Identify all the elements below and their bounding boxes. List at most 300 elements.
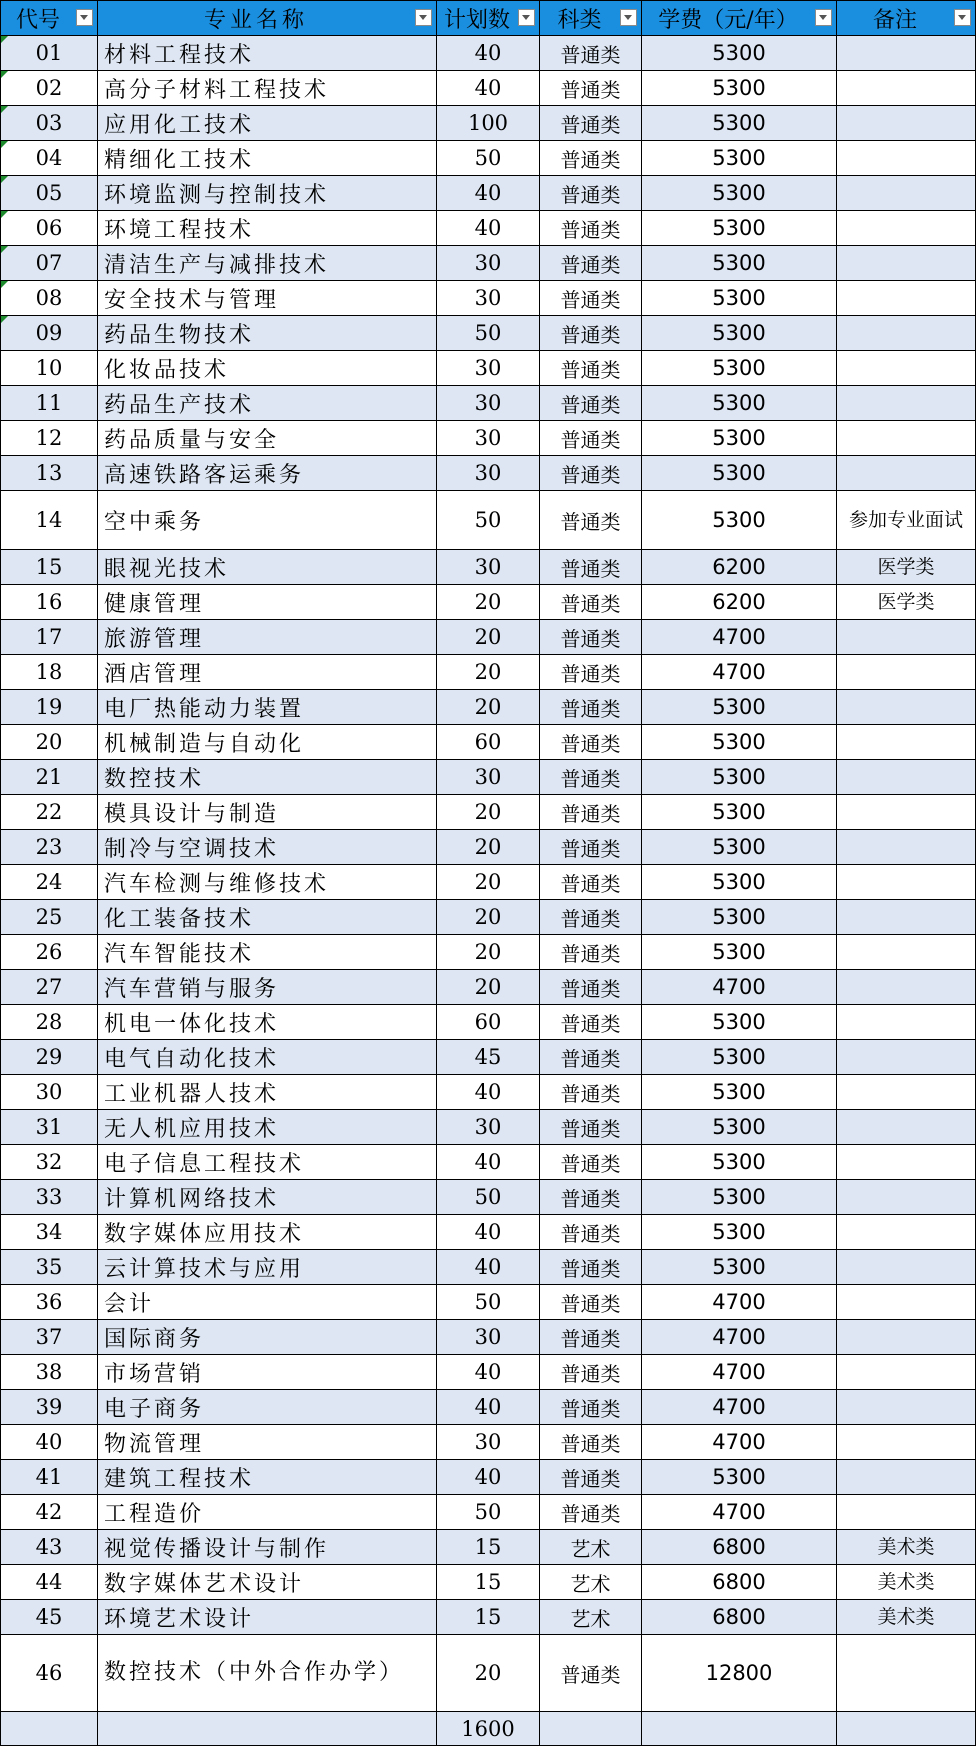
fee-cell-text: 5300 [712,216,766,240]
name-cell[interactable] [98,1110,437,1145]
name-cell[interactable] [98,71,437,106]
code-cell[interactable] [1,655,98,690]
category-cell[interactable] [540,106,642,141]
name-cell[interactable] [98,491,437,550]
name-cell[interactable] [98,421,437,456]
category-cell[interactable] [540,900,642,935]
category-cell[interactable] [540,1530,642,1565]
note-cell[interactable] [837,281,976,316]
fee-cell[interactable] [642,1565,837,1600]
note-cell[interactable] [837,141,976,176]
code-cell[interactable] [1,316,98,351]
code-cell[interactable] [1,1635,98,1712]
fee-cell[interactable] [642,456,837,491]
category-cell[interactable] [540,830,642,865]
name-cell[interactable] [98,1180,437,1215]
fee-cell[interactable] [642,970,837,1005]
plan-cell[interactable] [437,1390,540,1425]
plan-cell[interactable] [437,620,540,655]
category-cell[interactable] [540,935,642,970]
plan-cell[interactable] [437,1075,540,1110]
name-cell[interactable] [98,760,437,795]
code-cell[interactable] [1,141,98,176]
code-cell[interactable] [1,1425,98,1460]
name-cell[interactable] [98,141,437,176]
note-cell[interactable] [837,970,976,1005]
fee-cell[interactable] [642,386,837,421]
code-cell[interactable] [1,351,98,386]
code-cell[interactable] [1,620,98,655]
code-cell[interactable] [1,1110,98,1145]
plan-cell[interactable] [437,141,540,176]
code-cell[interactable] [1,281,98,316]
note-cell[interactable] [837,176,976,211]
name-cell[interactable] [98,1215,437,1250]
fee-cell[interactable] [642,1320,837,1355]
name-cell[interactable] [98,1075,437,1110]
fee-cell[interactable] [642,1600,837,1635]
note-cell[interactable] [837,1460,976,1495]
note-cell[interactable] [837,830,976,865]
name-cell-text: 云计算技术与应用 [104,1256,305,1282]
category-cell[interactable] [540,655,642,690]
plan-cell[interactable] [437,1110,540,1145]
fee-cell[interactable] [642,900,837,935]
fee-cell[interactable] [642,1530,837,1565]
category-cell[interactable] [540,725,642,760]
category-cell[interactable] [540,1390,642,1425]
fee-cell[interactable] [642,1215,837,1250]
code-cell[interactable] [1,1320,98,1355]
code-cell[interactable] [1,36,98,71]
category-cell[interactable] [540,690,642,725]
total-empty-cell[interactable] [540,1712,642,1746]
category-cell[interactable] [540,176,642,211]
name-cell[interactable] [98,585,437,620]
code-cell[interactable] [1,456,98,491]
note-cell[interactable] [837,1215,976,1250]
plan-cell[interactable] [437,1530,540,1565]
note-cell[interactable] [837,1110,976,1145]
category-cell-text: 普通类 [560,1186,621,1211]
note-cell[interactable] [837,421,976,456]
filter-dropdown-icon[interactable] [518,9,535,26]
name-cell[interactable] [98,1250,437,1285]
name-cell[interactable] [98,1565,437,1600]
fee-cell[interactable] [642,36,837,71]
name-cell[interactable] [98,246,437,281]
code-cell[interactable] [1,176,98,211]
category-cell[interactable] [540,141,642,176]
name-cell[interactable] [98,1495,437,1530]
total-empty-cell[interactable] [837,1712,976,1746]
name-cell-text: 模具设计与制造 [104,801,280,827]
fee-cell[interactable] [642,655,837,690]
plan-cell[interactable] [437,386,540,421]
category-cell[interactable] [540,1355,642,1390]
plan-cell[interactable] [437,1005,540,1040]
name-cell[interactable] [98,970,437,1005]
table-row [1,71,976,106]
category-cell[interactable] [540,1180,642,1215]
category-cell[interactable] [540,760,642,795]
name-cell[interactable] [98,176,437,211]
plan-cell[interactable] [437,970,540,1005]
fee-cell[interactable] [642,1180,837,1215]
plan-cell[interactable] [437,1635,540,1712]
note-cell[interactable] [837,795,976,830]
plan-cell[interactable] [437,211,540,246]
note-cell[interactable] [837,1005,976,1040]
category-cell[interactable] [540,386,642,421]
category-cell[interactable] [540,1460,642,1495]
category-cell[interactable] [540,1005,642,1040]
name-cell[interactable] [98,386,437,421]
fee-cell[interactable] [642,1425,837,1460]
fee-cell[interactable] [642,1635,837,1712]
name-cell[interactable] [98,456,437,491]
category-cell[interactable] [540,1110,642,1145]
code-cell[interactable] [1,1355,98,1390]
note-cell[interactable] [837,655,976,690]
name-cell[interactable] [98,655,437,690]
fee-cell[interactable] [642,246,837,281]
note-cell[interactable] [837,1075,976,1110]
category-cell[interactable] [540,1040,642,1075]
name-cell[interactable] [98,1425,437,1460]
plan-cell[interactable] [437,795,540,830]
name-cell[interactable] [98,1460,437,1495]
plan-cell[interactable] [437,71,540,106]
note-cell[interactable] [837,690,976,725]
name-cell[interactable] [98,620,437,655]
plan-cell[interactable] [437,176,540,211]
note-cell[interactable] [837,491,976,550]
filter-dropdown-icon[interactable] [76,9,93,26]
filter-dropdown-icon[interactable] [620,9,637,26]
code-cell[interactable] [1,211,98,246]
category-cell[interactable] [540,1600,642,1635]
fee-cell[interactable] [642,1250,837,1285]
name-cell[interactable] [98,1600,437,1635]
fee-cell[interactable] [642,585,837,620]
category-cell[interactable] [540,421,642,456]
fee-cell[interactable] [642,690,837,725]
code-cell[interactable] [1,1460,98,1495]
note-cell[interactable] [837,1040,976,1075]
table-row [1,421,976,456]
code-cell[interactable] [1,106,98,141]
total-empty-cell[interactable] [98,1712,437,1746]
plan-cell[interactable] [437,550,540,585]
note-cell[interactable] [837,106,976,141]
name-cell[interactable] [98,690,437,725]
note-cell[interactable] [837,1530,976,1565]
fee-cell[interactable] [642,1460,837,1495]
name-cell[interactable] [98,1355,437,1390]
plan-cell[interactable] [437,935,540,970]
category-cell[interactable] [540,1565,642,1600]
category-cell[interactable] [540,1320,642,1355]
plan-cell-text: 30 [474,286,502,310]
fee-cell[interactable] [642,176,837,211]
name-cell[interactable] [98,900,437,935]
code-cell[interactable] [1,71,98,106]
fee-cell[interactable] [642,1040,837,1075]
code-cell[interactable] [1,1600,98,1635]
code-cell[interactable] [1,1530,98,1565]
name-cell[interactable] [98,865,437,900]
category-cell[interactable] [540,1075,642,1110]
fee-cell[interactable] [642,865,837,900]
fee-cell[interactable] [642,281,837,316]
plan-cell[interactable] [437,655,540,690]
code-cell[interactable] [1,865,98,900]
fee-cell[interactable] [642,421,837,456]
note-cell[interactable] [837,71,976,106]
code-cell[interactable] [1,1145,98,1180]
plan-cell[interactable] [437,36,540,71]
fee-cell[interactable] [642,316,837,351]
category-cell[interactable] [540,620,642,655]
name-cell[interactable] [98,316,437,351]
category-cell[interactable] [540,246,642,281]
note-cell[interactable] [837,1250,976,1285]
plan-cell[interactable] [437,1355,540,1390]
name-cell[interactable] [98,211,437,246]
code-cell[interactable] [1,386,98,421]
name-cell[interactable] [98,1005,437,1040]
fee-cell[interactable] [642,1145,837,1180]
note-cell[interactable] [837,386,976,421]
code-cell[interactable] [1,491,98,550]
category-cell[interactable] [540,1215,642,1250]
fee-cell[interactable] [642,141,837,176]
total-plan-cell[interactable] [437,1712,540,1746]
fee-cell[interactable] [642,106,837,141]
fee-cell[interactable] [642,935,837,970]
plan-cell[interactable] [437,421,540,456]
fee-cell[interactable] [642,620,837,655]
note-cell[interactable] [837,585,976,620]
plan-cell[interactable] [437,830,540,865]
note-cell[interactable] [837,1600,976,1635]
category-cell[interactable] [540,1495,642,1530]
category-cell[interactable] [540,36,642,71]
filter-dropdown-icon[interactable] [815,9,832,26]
note-cell[interactable] [837,246,976,281]
plan-cell[interactable] [437,585,540,620]
plan-cell[interactable] [437,1145,540,1180]
fee-cell[interactable] [642,491,837,550]
note-cell[interactable] [837,1180,976,1215]
fee-cell[interactable] [642,1110,837,1145]
note-cell[interactable] [837,1635,976,1712]
category-cell-text: 普通类 [560,1011,621,1036]
fee-cell[interactable] [642,725,837,760]
note-cell[interactable] [837,1495,976,1530]
plan-cell[interactable] [437,1250,540,1285]
note-cell[interactable] [837,760,976,795]
code-cell[interactable] [1,795,98,830]
note-cell[interactable] [837,935,976,970]
name-cell[interactable] [98,830,437,865]
code-cell[interactable] [1,585,98,620]
code-cell[interactable] [1,690,98,725]
plan-cell[interactable] [437,1495,540,1530]
category-cell-text: 普通类 [560,509,621,534]
code-cell[interactable] [1,935,98,970]
category-cell[interactable] [540,1425,642,1460]
note-cell[interactable] [837,1145,976,1180]
plan-cell[interactable] [437,1320,540,1355]
plan-cell[interactable] [437,491,540,550]
filter-dropdown-icon[interactable] [415,9,432,26]
category-cell[interactable] [540,1285,642,1320]
note-cell[interactable] [837,620,976,655]
note-cell[interactable] [837,351,976,386]
note-cell[interactable] [837,456,976,491]
plan-cell[interactable] [437,760,540,795]
plan-cell[interactable] [437,690,540,725]
category-cell-text: 普通类 [560,626,621,651]
plan-cell[interactable] [437,900,540,935]
code-cell[interactable] [1,1250,98,1285]
note-cell[interactable] [837,1390,976,1425]
code-cell[interactable] [1,1005,98,1040]
fee-cell[interactable] [642,351,837,386]
plan-cell[interactable] [437,316,540,351]
code-cell[interactable] [1,725,98,760]
category-cell-text: 普通类 [560,1256,621,1281]
plan-cell[interactable] [437,246,540,281]
note-cell[interactable] [837,1355,976,1390]
code-cell[interactable] [1,760,98,795]
fee-cell[interactable] [642,211,837,246]
code-cell[interactable] [1,550,98,585]
note-cell[interactable] [837,316,976,351]
plan-cell[interactable] [437,351,540,386]
plan-cell[interactable] [437,1285,540,1320]
plan-cell[interactable] [437,1565,540,1600]
filter-dropdown-icon[interactable] [954,9,971,26]
category-cell[interactable] [540,316,642,351]
category-cell[interactable] [540,71,642,106]
name-cell[interactable] [98,1390,437,1425]
note-cell[interactable] [837,211,976,246]
fee-cell[interactable] [642,1390,837,1425]
code-cell[interactable] [1,246,98,281]
category-cell[interactable] [540,491,642,550]
category-cell[interactable] [540,970,642,1005]
plan-cell[interactable] [437,1180,540,1215]
note-cell[interactable] [837,1320,976,1355]
fee-cell[interactable] [642,1355,837,1390]
name-cell[interactable] [98,935,437,970]
category-cell[interactable] [540,1250,642,1285]
code-cell[interactable] [1,1040,98,1075]
name-cell[interactable] [98,1285,437,1320]
name-cell[interactable] [98,1320,437,1355]
plan-cell[interactable] [437,281,540,316]
total-empty-cell[interactable] [642,1712,837,1746]
code-cell[interactable] [1,1075,98,1110]
note-cell[interactable] [837,550,976,585]
category-cell[interactable] [540,456,642,491]
category-cell[interactable] [540,281,642,316]
fee-cell[interactable] [642,71,837,106]
category-cell[interactable] [540,795,642,830]
fee-cell[interactable] [642,1075,837,1110]
code-cell[interactable] [1,421,98,456]
code-cell[interactable] [1,1215,98,1250]
code-cell[interactable] [1,830,98,865]
category-cell[interactable] [540,585,642,620]
fee-cell-text: 6800 [712,1570,766,1594]
fee-cell[interactable] [642,1285,837,1320]
fee-cell[interactable] [642,795,837,830]
name-cell[interactable] [98,351,437,386]
category-cell[interactable] [540,865,642,900]
code-cell[interactable] [1,900,98,935]
code-cell[interactable] [1,1390,98,1425]
plan-cell[interactable] [437,1460,540,1495]
plan-cell[interactable] [437,456,540,491]
category-cell[interactable] [540,351,642,386]
code-cell[interactable] [1,970,98,1005]
note-cell[interactable] [837,1425,976,1460]
code-cell[interactable] [1,1285,98,1320]
plan-cell[interactable] [437,106,540,141]
name-cell[interactable] [98,106,437,141]
plan-cell[interactable] [437,725,540,760]
name-cell[interactable] [98,1530,437,1565]
name-cell[interactable] [98,1145,437,1180]
name-cell[interactable] [98,1635,437,1712]
plan-cell[interactable] [437,1425,540,1460]
fee-cell[interactable] [642,550,837,585]
fee-cell[interactable] [642,830,837,865]
category-cell[interactable] [540,1145,642,1180]
fee-cell[interactable] [642,760,837,795]
note-cell[interactable] [837,1285,976,1320]
note-cell[interactable] [837,1565,976,1600]
code-cell[interactable] [1,1495,98,1530]
code-cell[interactable] [1,1565,98,1600]
note-cell[interactable] [837,900,976,935]
name-cell[interactable] [98,36,437,71]
name-cell[interactable] [98,725,437,760]
name-cell[interactable] [98,550,437,585]
category-cell[interactable] [540,550,642,585]
note-cell[interactable] [837,725,976,760]
name-cell[interactable] [98,281,437,316]
category-cell[interactable] [540,211,642,246]
plan-cell[interactable] [437,1215,540,1250]
plan-cell[interactable] [437,1040,540,1075]
fee-cell[interactable] [642,1005,837,1040]
name-cell[interactable] [98,795,437,830]
note-cell[interactable] [837,36,976,71]
fee-cell[interactable] [642,1495,837,1530]
code-cell[interactable] [1,1180,98,1215]
note-cell[interactable] [837,865,976,900]
total-empty-cell[interactable] [1,1712,98,1746]
plan-cell[interactable] [437,865,540,900]
category-cell[interactable] [540,1635,642,1712]
name-cell[interactable] [98,1040,437,1075]
plan-cell[interactable] [437,1600,540,1635]
